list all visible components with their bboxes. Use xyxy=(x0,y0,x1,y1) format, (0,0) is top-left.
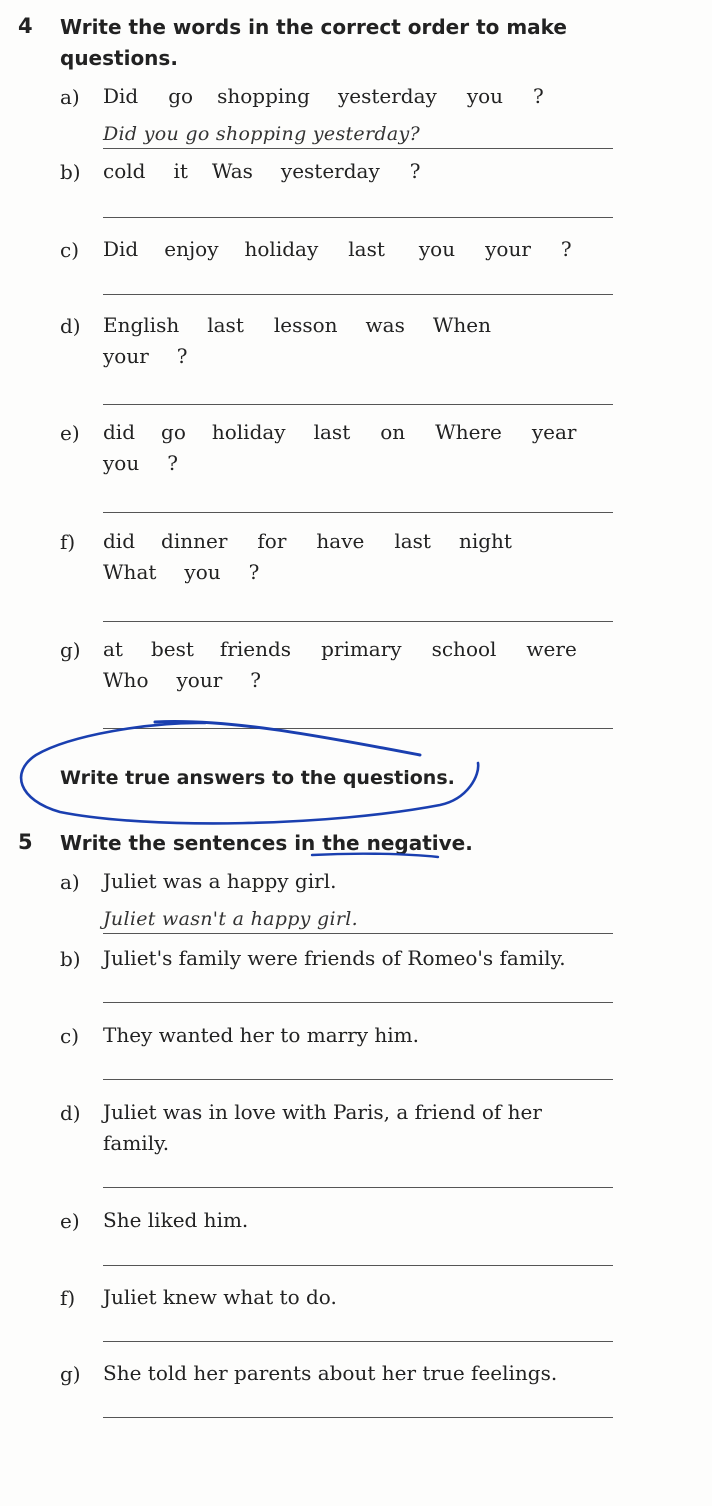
ex4-word: enjoy xyxy=(164,237,219,261)
ex4-word: your xyxy=(103,344,149,368)
ex4-word: night xyxy=(458,529,512,553)
ex4-item-letter: e) xyxy=(60,421,80,445)
ex4-answer-line[interactable] xyxy=(103,404,613,405)
ex4-word: last xyxy=(394,529,431,553)
ex4-word: ? xyxy=(533,84,544,108)
ex4-word: holiday xyxy=(244,237,319,261)
ex5-item-letter: a) xyxy=(60,870,80,894)
ex4-word: Did xyxy=(103,237,139,261)
ex4-word: it xyxy=(173,159,188,183)
ex5-item-letter: g) xyxy=(60,1362,81,1386)
ex4-handwritten-answer: Did you go shopping yesterday? xyxy=(103,123,420,145)
ex4-word: on xyxy=(380,420,406,444)
ex4-word: go xyxy=(161,420,186,444)
ex4-word-row xyxy=(103,665,261,696)
ex5-sentence: She liked him. xyxy=(103,1208,249,1232)
ex4-word: were xyxy=(526,637,577,661)
ex4-answer-line[interactable] xyxy=(103,512,613,513)
ex4-word: last xyxy=(348,237,385,261)
ex4-word: year xyxy=(531,420,577,444)
ex4-word: go xyxy=(168,84,194,108)
ex4-word-row xyxy=(103,156,421,187)
ex4-word: shopping xyxy=(217,84,310,108)
ex5-item-letter: b) xyxy=(60,947,81,971)
ex4-word: did xyxy=(103,420,136,444)
ex5-answer-line[interactable] xyxy=(103,933,613,934)
ex4-word: yesterday xyxy=(280,159,380,183)
ex4-word-row xyxy=(103,310,491,341)
ex4-word: your xyxy=(485,237,531,261)
ex4-answer-line[interactable] xyxy=(103,148,613,149)
ex4-word: best xyxy=(150,637,194,661)
ex4-word-row xyxy=(103,81,544,112)
ex4-word: primary xyxy=(321,637,402,661)
ex4-word-row xyxy=(103,448,178,479)
ex4-word: for xyxy=(257,529,287,553)
ex4-word: yesterday xyxy=(337,84,437,108)
ex5-item-letter: d) xyxy=(60,1101,81,1125)
ex4-item-letter: g) xyxy=(60,638,81,662)
ex4-word: you xyxy=(103,451,140,475)
ex4-word-row xyxy=(103,234,572,265)
ex5-sentence: Juliet was in love with Paris, a friend of her family. xyxy=(103,1100,542,1155)
ex4-word: dinner xyxy=(161,529,228,553)
ex4-answer-line[interactable] xyxy=(103,621,613,622)
ex5-handwritten-answer: Juliet wasn't a happy girl. xyxy=(103,908,358,930)
ex4-word: friends xyxy=(219,637,292,661)
ex4-word: last xyxy=(207,313,244,337)
ex5-sentence: Juliet's family were friends of Romeo's family. xyxy=(103,946,566,970)
ex4-word: ? xyxy=(409,159,421,183)
ex4-item-letter: f) xyxy=(60,530,76,554)
ex5-item-letter: f) xyxy=(60,1286,76,1310)
exercise-4-title: Write the words in the correct order to make questions. xyxy=(60,15,567,70)
ex4-word: did xyxy=(103,529,136,553)
ex4-word: school xyxy=(431,637,497,661)
extra-instruction: Write true answers to the questions. xyxy=(60,767,455,789)
ex4-answer-line[interactable] xyxy=(103,294,613,295)
ex4-word: at xyxy=(103,637,123,661)
ex5-sentence: Juliet was a happy girl. xyxy=(103,869,337,893)
ex4-word-row xyxy=(103,417,576,448)
ex4-word: you xyxy=(466,84,504,108)
ex4-word: English xyxy=(103,313,180,337)
ex5-answer-line[interactable] xyxy=(103,1341,613,1342)
ex4-word: cold xyxy=(103,159,146,183)
ex4-word-row xyxy=(103,341,188,372)
ex4-word: last xyxy=(313,420,351,444)
ex4-answer-line[interactable] xyxy=(103,217,613,218)
ex5-answer-line[interactable] xyxy=(103,1187,613,1188)
ex4-word: holiday xyxy=(211,420,286,444)
ex4-item-letter: a) xyxy=(60,85,80,109)
exercise-4-number: 4 xyxy=(18,14,33,38)
ex4-answer-line[interactable] xyxy=(103,728,613,729)
ex5-item-letter: c) xyxy=(60,1024,80,1048)
ex4-word: When xyxy=(432,313,492,337)
pen-top-stroke xyxy=(155,721,420,755)
ex4-word: ? xyxy=(248,560,260,584)
ex4-word-row xyxy=(103,634,577,665)
ex5-answer-line[interactable] xyxy=(103,1079,613,1080)
ex4-word: have xyxy=(316,529,365,553)
ex4-word: your xyxy=(176,668,223,692)
ex4-item-letter: c) xyxy=(60,238,80,262)
ex4-word-row xyxy=(103,557,259,588)
ex4-word: was xyxy=(365,313,405,337)
ex4-word: Where xyxy=(435,420,502,444)
ex4-word: you xyxy=(418,237,456,261)
exercise-5-title: Write the sentences in the negative. xyxy=(60,831,473,855)
ex4-word: Was xyxy=(211,159,253,183)
exercise-5-number: 5 xyxy=(18,830,33,854)
ex5-answer-line[interactable] xyxy=(103,1417,613,1418)
ex5-sentence: She told her parents about her true feelings. xyxy=(103,1361,558,1385)
ex4-word: ? xyxy=(167,451,178,475)
ex5-answer-line[interactable] xyxy=(103,1265,613,1266)
ex4-item-letter: d) xyxy=(60,314,81,338)
ex4-item-letter: b) xyxy=(60,160,81,184)
ex4-word: Who xyxy=(103,668,149,692)
ex4-word-row xyxy=(103,526,512,557)
ex4-word: Did xyxy=(103,84,139,108)
ex4-word: ? xyxy=(176,344,188,368)
ex4-word: ? xyxy=(250,668,261,692)
ex4-word: ? xyxy=(560,237,572,261)
ex5-answer-line[interactable] xyxy=(103,1002,613,1003)
ex4-word: you xyxy=(184,560,221,584)
ex4-word: lesson xyxy=(273,313,338,337)
ex5-item-letter: e) xyxy=(60,1209,80,1233)
ex5-sentence: Juliet knew what to do. xyxy=(103,1285,337,1309)
ex4-word: What xyxy=(103,560,157,584)
ex5-sentence: They wanted her to marry him. xyxy=(103,1023,420,1047)
